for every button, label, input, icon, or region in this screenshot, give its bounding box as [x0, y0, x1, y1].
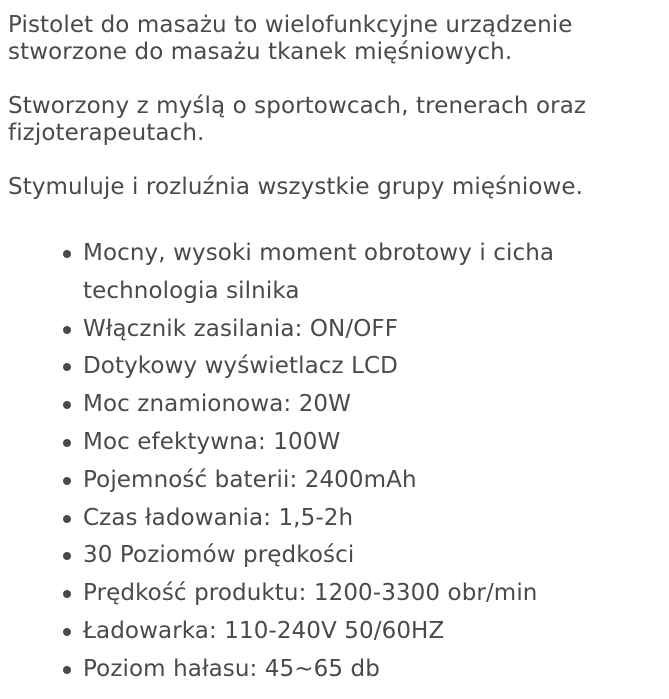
product-description: [8, 12, 663, 689]
feature-text: Czas ładowania: 1,5-2h: [83, 504, 354, 531]
feature-text: Dotykowy wyświetlacz LCD: [83, 353, 398, 380]
bullet-icon: [63, 628, 71, 636]
feature-list: [8, 235, 663, 689]
feature-item-speed-levels: [83, 537, 663, 575]
feature-text: Włącznik zasilania: ON/OFF: [83, 315, 399, 342]
bullet-icon: [63, 363, 71, 371]
bullet-icon: [63, 250, 71, 258]
feature-text: Pojemność baterii: 2400mAh: [83, 466, 417, 493]
feature-text: Moc znamionowa: 20W: [83, 391, 352, 418]
feature-item-motor: [83, 235, 663, 311]
feature-item-battery: [83, 462, 663, 500]
benefit-paragraph: Stymuluje i rozluźnia wszystkie grupy mięśniowe.: [8, 174, 584, 200]
feature-item-charging-time: [83, 500, 663, 538]
feature-text: Mocny, wysoki moment obrotowy i cicha technologia silnika: [83, 240, 555, 304]
feature-item-rpm: [83, 575, 663, 613]
feature-text: Prędkość produktu: 1200-3300 obr/min: [83, 580, 538, 607]
feature-item-lcd: [83, 348, 663, 386]
feature-text: Ładowarka: 110-240V 50/60HZ: [83, 617, 445, 644]
bullet-icon: [63, 439, 71, 447]
bullet-icon: [63, 666, 71, 674]
feature-text: Moc efektywna: 100W: [83, 428, 341, 455]
bullet-icon: [63, 326, 71, 334]
bullet-icon: [63, 401, 71, 409]
feature-item-noise: [83, 651, 663, 689]
feature-item-rated-power: [83, 386, 663, 424]
intro-paragraph: Pistolet do masażu to wielofunkcyjne urządzenie stworzone do masażu tkanek mięśniowych.: [8, 12, 573, 65]
feature-item-charger: [83, 613, 663, 651]
feature-text: 30 Poziomów prędkości: [83, 542, 355, 569]
feature-item-power-switch: [83, 311, 663, 349]
audience-paragraph: Stworzony z myślą o sportowcach, trenerach oraz fizjoterapeutach.: [8, 93, 587, 146]
bullet-icon: [63, 552, 71, 560]
feature-item-effective-power: [83, 424, 663, 462]
feature-text: Poziom hałasu: 45~65 db: [83, 655, 380, 682]
bullet-icon: [63, 477, 71, 485]
bullet-icon: [63, 590, 71, 598]
bullet-icon: [63, 515, 71, 523]
